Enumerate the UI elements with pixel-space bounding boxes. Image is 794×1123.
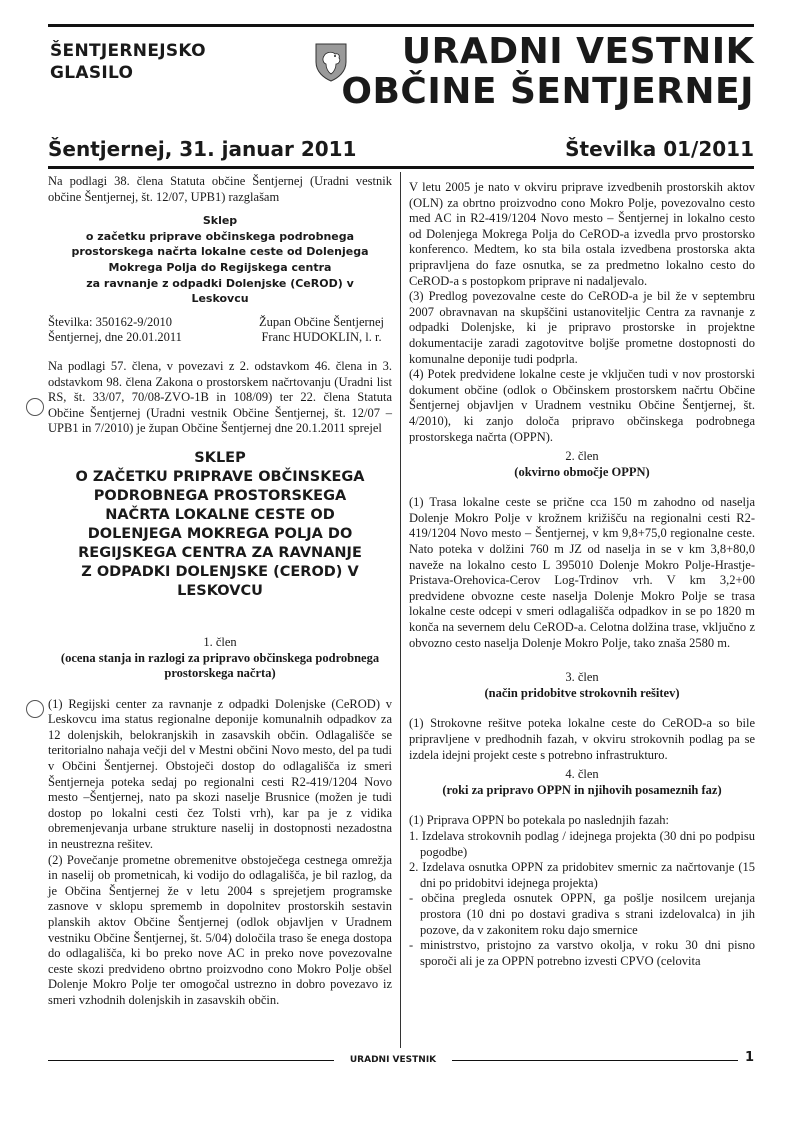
dateline-rule bbox=[48, 166, 754, 169]
mayor-name: Franc HUDOKLIN, l. r. bbox=[261, 330, 382, 345]
article-1-title: (ocena stanja in razlogi za pripravo občinskega podrobnega prostorskega načrta) bbox=[60, 650, 380, 681]
document-date: Šentjernej, dne 20.01.2011 bbox=[48, 330, 182, 345]
sklep-main-line: O ZAČETKU PRIPRAVE OBČINSKEGA bbox=[75, 468, 365, 485]
signature-block bbox=[48, 315, 392, 346]
article-4-paragraph-1: (1) Priprava OPPN bo potekala po naslednjih fazah: bbox=[409, 813, 670, 828]
sklep-main-line: LESKOVCU bbox=[177, 582, 263, 599]
masthead-subtitle-line2: GLASILO bbox=[50, 63, 134, 83]
article-2-number: 2. člen bbox=[565, 449, 599, 464]
article-1-paragraph-4: (4) Potek predvidene lokalne ceste je vključen tudi v nov prostorski dokument občine (odlok o Občinskem prostorskem načrtu Občine Šentjernej objavljen v Uradnem vestniku Občine Šentjernej, št. 4/2010), ki zanjo določa pripravo občinskega podrobnega prostorskega načrta (OPPN). bbox=[409, 367, 755, 444]
punch-hole-icon bbox=[26, 398, 44, 416]
issue-date: Šentjernej, 31. januar 2011 bbox=[48, 137, 357, 161]
sklep-heading-main bbox=[48, 449, 392, 601]
article-1-number: 1. člen bbox=[203, 634, 237, 649]
sklep-small-line: o začetku priprave občinskega podrobnega bbox=[85, 229, 355, 243]
article-1-paragraph-3: (3) Predlog povezovalne ceste do CeROD-a je bil že v septembru 2007 obravnavan na skupščini ustanoviteljic Centra za ravnanje z odpadki Dolenjske, ki je pripravo prostorske in projektne dokumentacije zaradi zagotovitve boljše prometne dostopnosti do komunalne deponije tudi podprla. bbox=[409, 289, 755, 366]
sklep-main-line: NAČRTA LOKALNE CESTE OD bbox=[105, 506, 335, 523]
document-reference bbox=[48, 315, 182, 346]
sklep-main-line: REGIJSKEGA CENTRA ZA RAVNANJE bbox=[78, 544, 362, 561]
sklep-heading-small bbox=[48, 213, 392, 307]
list-item: 2. Izdelava osnutka OPPN za pridobitev smernic za načrtovanje (15 dni po pridobitvi idejnega projekta) bbox=[409, 860, 755, 890]
mayor-signature bbox=[259, 315, 392, 346]
footer-rule-right bbox=[452, 1060, 738, 1061]
column-divider bbox=[400, 172, 401, 1048]
intro-paragraph: Na podlagi 38. člena Statuta občine Šentjernej (Uradni vestnik občine Šentjernej, št. 12/07, UPB1) razglašam bbox=[48, 174, 392, 204]
footer-rule-left bbox=[48, 1060, 334, 1061]
document-number: Številka: 350162-9/2010 bbox=[48, 314, 172, 329]
masthead-title-line1: URADNI VESTNIK bbox=[401, 31, 754, 72]
right-column bbox=[409, 180, 755, 969]
masthead-subtitle-line1: ŠENTJERNEJSKO bbox=[50, 41, 206, 61]
masthead-title-line2: OBČINE ŠENTJERNEJ bbox=[341, 71, 754, 112]
article-1-paragraph-2-continued: V letu 2005 je nato v okviru priprave izvedbenih prostorskih aktov (OLN) za obrtno proizvodno cono Mokro Polje, povezovalno cesto med AC in R2-419/1204 Novo mesto – Šentjernej in lokalno cesto od Dolenjega Mokrega Polja do CeROD-a izvedla prvo prostorsko konferenco. Medtem, ko sta bila ostala izvedbena prostorska akta pripravljena do faze osnutka, se za predmetno lokalno cesto do CeROD-a s postopkom priprave ni nadaljevalo. bbox=[409, 180, 755, 288]
article-1-paragraph-1: (1) Regijski center za ravnanje z odpadki Dolenjske (CeROD) v Leskovcu ima status regionalne deponije komunalnih odpadkov za 12 dolenjskih, belokranjskih in zasavskih občin. Odlagališče se teritorialno nahaja večji del v Mestni občini Novo mesto, del pa tudi v Občini Šentjernej. Obstoječi dostop do odlagališča iz smeri Šentjerneja poteka sedaj po regionalni cesti R2-419/1204 Novo mesto –Šentjernej, nato pa skozi naselje Brusnice (možen je tudi dostop po lokalni cesti čez Tolsti vrh), kar pa je z vidika obremenjevanja urbane strukture naselij in dostopnosti nezadostna in neustrezna rešitev. bbox=[48, 696, 392, 852]
dateline bbox=[48, 136, 754, 162]
article-4-title: (roki za pripravo OPPN in njihovih posameznih faz) bbox=[442, 782, 722, 797]
article-2-title: (okvirno območje OPPN) bbox=[514, 464, 650, 479]
sklep-small-line: prostorskega načrta lokalne ceste od Dolenjega bbox=[71, 245, 369, 259]
top-rule bbox=[48, 24, 754, 27]
left-column bbox=[48, 174, 392, 1009]
page-number: 1 bbox=[744, 1050, 754, 1065]
list-item: - občina pregleda osnutek OPPN, ga pošlje nosilcem urejanja prostora (10 dni po dostavi gradiva s strani izdelovalca) in jih pozove, da v zakonitem roku dajo smernice bbox=[409, 891, 755, 937]
sklep-small-line: Mokrega Polja do Regijskega centra bbox=[108, 260, 332, 274]
masthead-subtitle bbox=[50, 40, 206, 84]
footer-label: URADNI VESTNIK bbox=[349, 1055, 437, 1065]
sklep-small-line: Sklep bbox=[202, 214, 238, 228]
article-2-paragraph-1: (1) Trasa lokalne ceste se prične cca 150 m zahodno od naselja Dolenje Mokro Polje v krožnem križišču na regionalni cesti R2-419/1204 Novo mesto – Šentjernej, v km 9,8+75,0 regionalne ceste. Nato poteka v dolžini 760 m JZ od naselja in se v km 3,8+80,0 naveže na lokalno cesto L 395010 Dolenje Mokro Polje-Hrastje-Pristava-Orehovica-Cerov Log-Trdinov vrh. V km 3,2+00 predvidene obvozne ceste naselja Dolenje Mokro Polje se trasa lokalne ceste odcepi v smeri odlagališča odpadkov in se po 1820 m konča na severnem delu CeROD-a. Celotna dolžina trase, vključno z obvozno cesto naselja Dolenje Mokro Polje, tako znaša 2580 m. bbox=[409, 495, 755, 650]
mayor-title: Župan Občine Šentjernej bbox=[259, 314, 384, 329]
sklep-main-line: PODROBNEGA PROSTORSKEGA bbox=[93, 487, 347, 504]
sklep-main-line: Z ODPADKI DOLENJSKE (CEROD) V bbox=[81, 563, 359, 580]
article-4-number: 4. člen bbox=[565, 767, 599, 782]
list-item: - ministrstvo, pristojno za varstvo okolja, v roku 30 dni pisno sporoči ali je za OPPN potrebno izvesti CPVO (celovita bbox=[409, 938, 755, 968]
legal-basis-paragraph: Na podlagi 57. člena, v povezavi z 2. odstavkom 46. člena in 3. odstavkom 98. člena Zakona o prostorskem načrtovanju (Uradni list RS, št. 33/07, 70/08-ZVO-1B in 108/09) ter 22. člena Statuta Občine Šentjernej (Uradni vestnik Občine Šentjernej, št. 12/07 – UPB1 in 7/2010) je župan Občine Šentjernej dne 20.1.2011 sprejel bbox=[48, 358, 392, 436]
article-3-title: (način pridobitve strokovnih rešitev) bbox=[484, 685, 680, 700]
masthead-title bbox=[341, 32, 754, 112]
issue-number: Številka 01/2011 bbox=[565, 137, 754, 161]
sklep-small-line: Leskovcu bbox=[191, 292, 249, 306]
article-3-paragraph-1: (1) Strokovne rešitve poteka lokalne ceste do CeROD-a so bile pripravljene v predhodnih fazah, v okviru strokovnih podlag pa se izdela idejni projekt ceste s potrebno infrastrukturo. bbox=[409, 716, 755, 762]
sklep-main-line: SKLEP bbox=[194, 449, 246, 466]
punch-hole-icon bbox=[26, 700, 44, 718]
article-1-paragraph-2: (2) Povečanje prometne obremenitve obstoječega cestnega omrežja in naselij ob prometnicah, ki vodijo do odlagališča, je bil razlog, da je Občina Šentjernej že v letu 2004 s sprejetjem programske zasnove v sklopu sprememb in dopolnitev prostorskih sestavin planskih aktov Občine Šentjernej (odlok objavljen v Uradnem vestniku Občine Šentjernej, št. 5/04) določila traso še enega dostopa do odlagališča, ki bo preko nove AC in preko nove povezovalne ceste skozi predvideno obrtno proizvodno cono Mokro Polje obšel Dolenje Mokro Polje ter omogočal ustrezno in dobro povezavo iz smeri vzhodnih dolenjskih in zasavskih občin. bbox=[48, 852, 392, 1007]
sklep-small-line: za ravnanje z odpadki Dolenjske (CeROD) v bbox=[86, 276, 354, 290]
sklep-main-line: DOLENJEGA MOKREGA POLJA DO bbox=[87, 525, 353, 542]
list-item: 1. Izdelava strokovnih podlag / idejnega projekta (30 dni po podpisu pogodbe) bbox=[409, 828, 755, 859]
article-3-number: 3. člen bbox=[565, 670, 599, 685]
